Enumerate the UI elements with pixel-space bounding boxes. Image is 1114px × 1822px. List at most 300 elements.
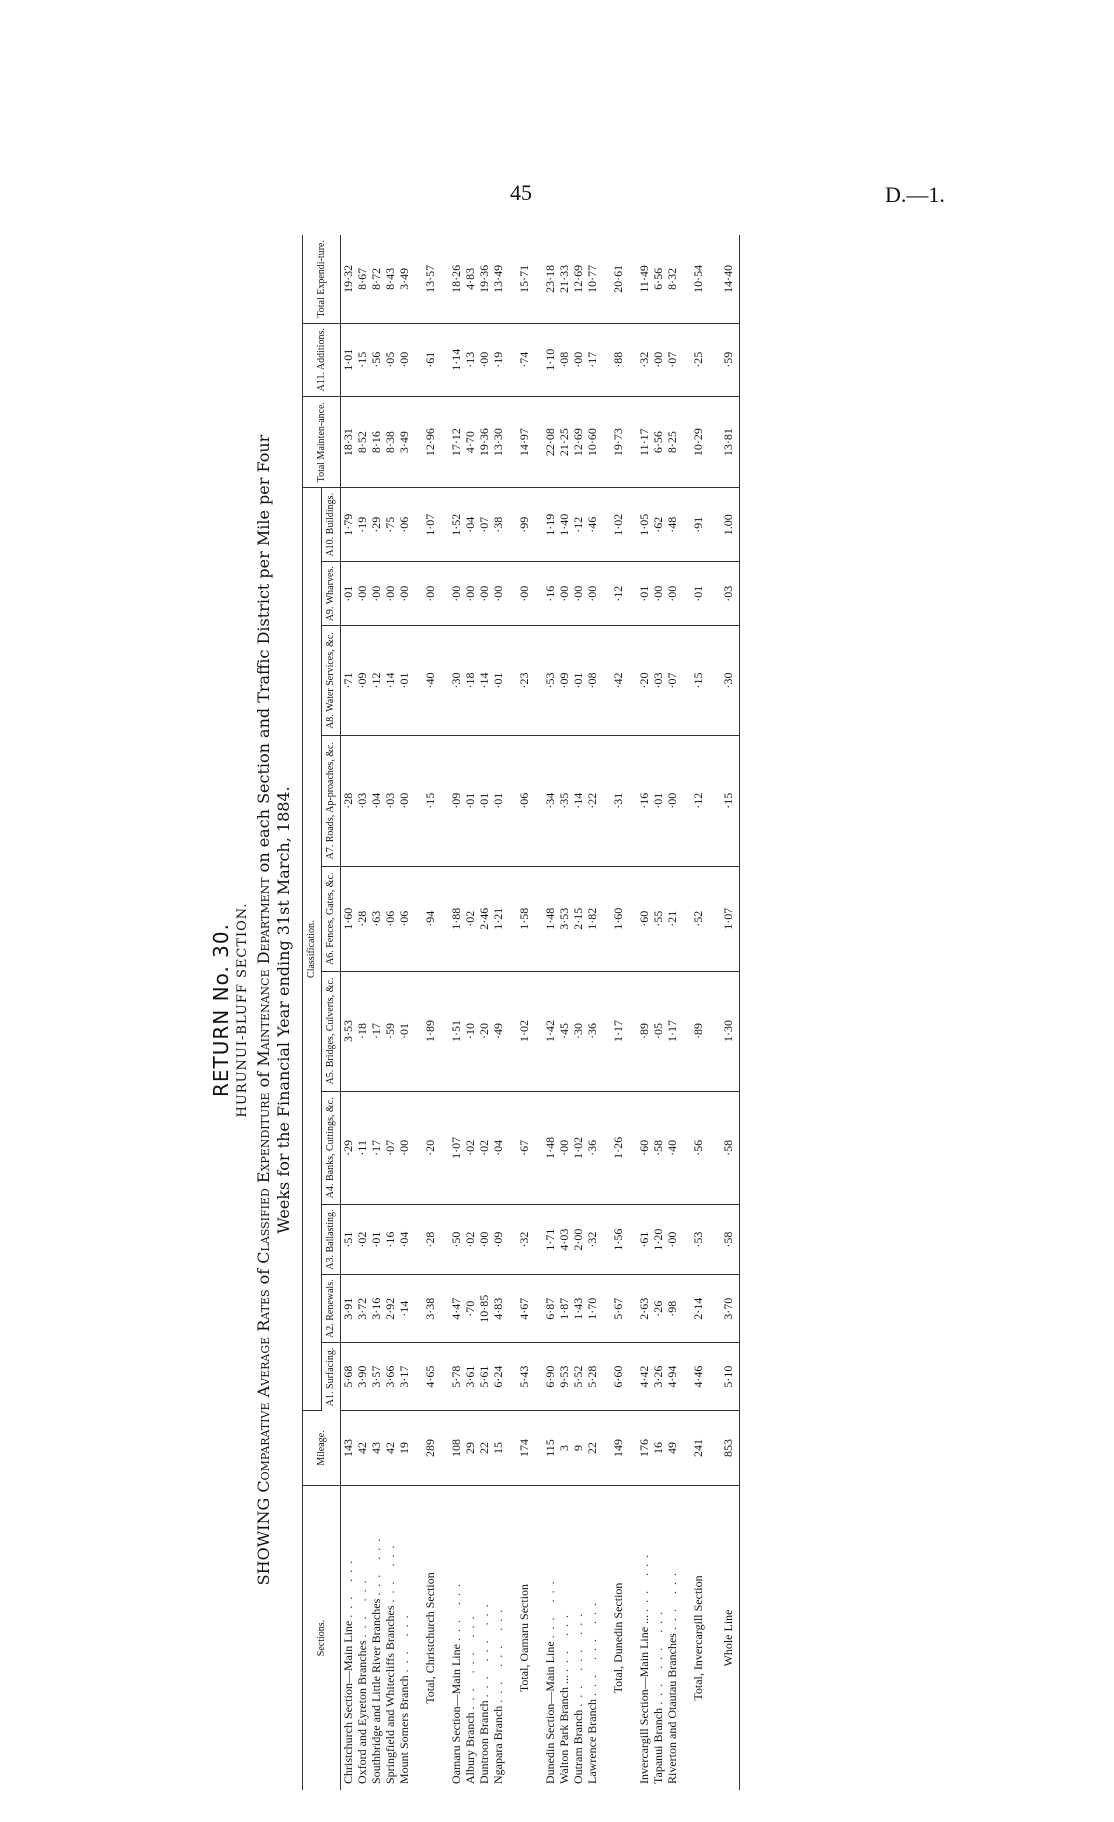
value-cell: ·18 xyxy=(355,971,369,1091)
header-a1: A1. Surfacing. xyxy=(322,1343,341,1411)
value-cell: 1·21 xyxy=(491,866,505,971)
section-label: Oxford and Eyreton Branches xyxy=(355,1640,369,1784)
section-name-cell xyxy=(637,1486,651,1791)
value-cell: 4·83 xyxy=(491,1275,505,1343)
value-cell: 2·14 xyxy=(687,1275,709,1343)
spacer-cell xyxy=(411,866,419,971)
table-row xyxy=(571,235,585,1790)
value-cell: 21·33 xyxy=(557,235,571,323)
value-cell: 8·67 xyxy=(355,235,369,323)
section-name-cell xyxy=(571,1486,585,1791)
value-cell: 1·42 xyxy=(543,971,557,1091)
spacer-row xyxy=(709,235,717,1790)
value-cell: ·02 xyxy=(477,1091,491,1205)
value-cell: ·00 xyxy=(463,562,477,626)
value-cell: ·14 xyxy=(571,735,585,866)
value-cell: ·04 xyxy=(397,1205,411,1275)
value-cell: ·06 xyxy=(397,488,411,562)
value-cell: 1·17 xyxy=(607,971,629,1091)
spacer-cell xyxy=(679,235,687,323)
value-cell: ·02 xyxy=(355,1205,369,1275)
value-cell: ·06 xyxy=(383,866,397,971)
heading xyxy=(209,230,294,1790)
value-cell: ·04 xyxy=(463,488,477,562)
value-cell: 1·60 xyxy=(341,866,356,971)
value-cell: 12·96 xyxy=(419,396,441,488)
table-row xyxy=(449,235,463,1790)
value-cell: ·03 xyxy=(383,735,397,866)
value-cell: 3·91 xyxy=(341,1275,356,1343)
value-cell: 4·70 xyxy=(463,396,477,488)
value-cell: ·01 xyxy=(397,971,411,1091)
spacer-row xyxy=(441,235,449,1790)
value-cell: ·55 xyxy=(651,866,665,971)
value-cell: 1·48 xyxy=(543,866,557,971)
mileage-cell: 43 xyxy=(369,1411,383,1486)
value-cell: ·00 xyxy=(419,562,441,626)
value-cell: 1·82 xyxy=(585,866,599,971)
spacer-cell xyxy=(441,235,449,323)
mileage-cell: 42 xyxy=(383,1411,397,1486)
value-cell: ·26 xyxy=(651,1275,665,1343)
value-cell: ·16 xyxy=(637,735,651,866)
spacer-cell xyxy=(709,488,717,562)
caption-smallcaps-1: Comparative Average Rates xyxy=(254,1289,273,1493)
section-label: Total, Dunedin Section xyxy=(611,1582,625,1694)
spacer-cell xyxy=(535,1343,543,1411)
spacer-cell xyxy=(535,1411,543,1486)
value-cell: 5·67 xyxy=(607,1275,629,1343)
spacer-cell xyxy=(505,235,513,323)
value-cell: ·52 xyxy=(687,866,709,971)
spacer-cell xyxy=(679,1205,687,1275)
leader-dots: ... ... ... xyxy=(571,1607,585,1707)
caption-smallcaps-3: Maintenance Department xyxy=(254,877,273,1067)
header-a4: A4. Banks, Cuttings, &c. xyxy=(322,1091,341,1205)
value-cell: 1·19 xyxy=(543,488,557,562)
table-row xyxy=(651,235,665,1790)
section-label: Lawrence Branch xyxy=(585,1699,599,1784)
spacer-cell xyxy=(629,488,637,562)
leader-dots: ... ... xyxy=(383,1539,397,1603)
mileage-cell: 29 xyxy=(463,1411,477,1486)
value-cell: 1·30 xyxy=(717,971,740,1091)
spacer-cell xyxy=(441,626,449,735)
table-row xyxy=(557,235,571,1790)
section-label: Total, Invercargill Section xyxy=(691,1575,705,1701)
value-cell: 1·01 xyxy=(341,323,356,396)
value-cell: ·53 xyxy=(543,626,557,735)
value-cell: ·01 xyxy=(491,735,505,866)
spacer-cell xyxy=(505,1486,513,1791)
value-cell: 1·10 xyxy=(543,323,557,396)
table-row xyxy=(383,235,397,1790)
mileage-cell: 49 xyxy=(665,1411,679,1486)
value-cell: 3·72 xyxy=(355,1275,369,1343)
value-cell: 19·36 xyxy=(477,396,491,488)
spacer-cell xyxy=(599,971,607,1091)
spacer-cell xyxy=(709,626,717,735)
value-cell: ·00 xyxy=(651,562,665,626)
value-cell: 6·24 xyxy=(491,1343,505,1411)
value-cell: 8·32 xyxy=(665,235,679,323)
value-cell: ·11 xyxy=(355,1091,369,1205)
value-cell: 5·52 xyxy=(571,1343,585,1411)
spacer-cell xyxy=(709,1486,717,1791)
value-cell: 5·78 xyxy=(449,1343,463,1411)
value-cell: ·45 xyxy=(557,971,571,1091)
value-cell: ·15 xyxy=(687,626,709,735)
value-cell: 1·52 xyxy=(449,488,463,562)
value-cell: 19·73 xyxy=(607,396,629,488)
value-cell: ·36 xyxy=(585,1091,599,1205)
value-cell: ·18 xyxy=(463,626,477,735)
value-cell: ·00 xyxy=(355,562,369,626)
value-cell: 12·69 xyxy=(571,235,585,323)
spacer-cell xyxy=(679,488,687,562)
spacer-cell xyxy=(629,323,637,396)
value-cell: 1·56 xyxy=(607,1205,629,1275)
value-cell: 4·94 xyxy=(665,1343,679,1411)
leader-dots: ... ... ... xyxy=(463,1610,477,1710)
leader-dots: ... ... xyxy=(449,1578,463,1642)
value-cell: 13·81 xyxy=(717,396,740,488)
value-cell: ·12 xyxy=(369,626,383,735)
mileage-cell: 149 xyxy=(607,1411,629,1486)
value-cell: 14·40 xyxy=(717,235,740,323)
section-label: Tapanui Branch xyxy=(651,1707,665,1784)
spacer-cell xyxy=(505,735,513,866)
header-a8: A8. Water Services, &c. xyxy=(322,626,341,735)
spacer-cell xyxy=(679,1411,687,1486)
mileage-cell: 174 xyxy=(513,1411,535,1486)
value-cell: ·99 xyxy=(513,488,535,562)
value-cell: 1·05 xyxy=(637,488,651,562)
value-cell: ·14 xyxy=(477,626,491,735)
value-cell: ·70 xyxy=(463,1275,477,1343)
spacer-cell xyxy=(411,323,419,396)
value-cell: ·58 xyxy=(717,1091,740,1205)
page-number: 45 xyxy=(510,180,532,205)
value-cell: 4·83 xyxy=(463,235,477,323)
value-cell: ·00 xyxy=(557,1091,571,1205)
value-cell: 3·90 xyxy=(355,1343,369,1411)
value-cell: 1·51 xyxy=(449,971,463,1091)
value-cell: ·07 xyxy=(477,488,491,562)
value-cell: 5·61 xyxy=(477,1343,491,1411)
header-a11: A11. Additions. xyxy=(303,323,341,396)
value-cell: 2·92 xyxy=(383,1275,397,1343)
value-cell: 4·65 xyxy=(419,1343,441,1411)
value-cell: ·22 xyxy=(585,735,599,866)
section-name-cell xyxy=(463,1486,477,1791)
value-cell: 2·63 xyxy=(637,1275,651,1343)
value-cell: 3·38 xyxy=(419,1275,441,1343)
value-cell: ·29 xyxy=(369,488,383,562)
section-label: Whole Line xyxy=(721,1609,735,1667)
spacer-cell xyxy=(505,562,513,626)
value-cell: ·00 xyxy=(397,562,411,626)
value-cell: ·01 xyxy=(397,626,411,735)
section-label: Southbridge and Little River Branches xyxy=(369,1598,383,1784)
value-cell: ·25 xyxy=(687,323,709,396)
section-name-cell xyxy=(513,1486,535,1791)
value-cell: 8·43 xyxy=(383,235,397,323)
value-cell: ·30 xyxy=(449,626,463,735)
spacer-cell xyxy=(535,488,543,562)
value-cell: 1·07 xyxy=(419,488,441,562)
spacer-cell xyxy=(599,235,607,323)
value-cell: 6·56 xyxy=(651,235,665,323)
spacer-cell xyxy=(679,396,687,488)
value-cell: 1·79 xyxy=(341,488,356,562)
spacer-row xyxy=(411,235,419,1790)
value-cell: ·32 xyxy=(585,1205,599,1275)
caption xyxy=(254,230,294,1790)
section-label: Albury Branch xyxy=(463,1712,477,1784)
value-cell: 1·02 xyxy=(607,488,629,562)
spacer-cell xyxy=(709,971,717,1091)
value-cell: ·13 xyxy=(463,323,477,396)
expenditure-table xyxy=(302,235,740,1790)
section-label: Walton Park Branch ... xyxy=(557,1674,571,1784)
value-cell: ·28 xyxy=(341,735,356,866)
value-cell: ·59 xyxy=(383,971,397,1091)
spacer-cell xyxy=(599,626,607,735)
value-cell: ·16 xyxy=(543,562,557,626)
spacer-cell xyxy=(505,1205,513,1275)
table-row xyxy=(341,235,356,1790)
value-cell: 8·52 xyxy=(355,396,369,488)
caption-of-2: of xyxy=(254,1071,273,1088)
value-cell: ·28 xyxy=(355,866,369,971)
spacer-cell xyxy=(709,235,717,323)
spacer-cell xyxy=(679,735,687,866)
spacer-cell xyxy=(709,1205,717,1275)
caption-smallcaps-2: Classified Expenditure xyxy=(254,1092,273,1264)
value-cell: ·29 xyxy=(341,1091,356,1205)
spacer-cell xyxy=(709,1275,717,1343)
spacer-cell xyxy=(535,1275,543,1343)
value-cell: ·56 xyxy=(687,1091,709,1205)
spacer-cell xyxy=(411,1486,419,1791)
value-cell: ·36 xyxy=(585,971,599,1091)
spacer-cell xyxy=(629,1343,637,1411)
total-row xyxy=(513,235,535,1790)
value-cell: ·40 xyxy=(419,626,441,735)
leader-dots: ... ... xyxy=(637,1548,651,1612)
leader-dots: ... ... xyxy=(665,1567,679,1631)
value-cell: ·12 xyxy=(687,735,709,866)
section-name-cell xyxy=(651,1486,665,1791)
table-row xyxy=(491,235,505,1790)
spacer-cell xyxy=(441,1486,449,1791)
value-cell: 8·38 xyxy=(383,396,397,488)
value-cell: ·07 xyxy=(383,1091,397,1205)
spacer-cell xyxy=(411,1205,419,1275)
value-cell: ·09 xyxy=(449,735,463,866)
value-cell: 3·70 xyxy=(717,1275,740,1343)
section-label: Invercargill Section—Main Line ... xyxy=(637,1614,651,1784)
caption-prefix: SHOWING xyxy=(254,1497,273,1586)
value-cell: ·19 xyxy=(491,323,505,396)
value-cell: ·01 xyxy=(637,562,651,626)
spacer-cell xyxy=(629,1275,637,1343)
spacer-cell xyxy=(505,626,513,735)
value-cell: ·60 xyxy=(637,866,651,971)
table-row xyxy=(585,235,599,1790)
value-cell: ·01 xyxy=(341,562,356,626)
value-cell: ·02 xyxy=(463,1205,477,1275)
section-name-cell xyxy=(419,1486,441,1791)
value-cell: ·00 xyxy=(651,323,665,396)
spacer-cell xyxy=(535,235,543,323)
section-name-cell xyxy=(491,1486,505,1791)
section-name-cell xyxy=(585,1486,599,1791)
value-cell: 3·16 xyxy=(369,1275,383,1343)
section-label: Duntroon Branch xyxy=(477,1700,491,1784)
section-name-cell xyxy=(607,1486,629,1791)
value-cell: 2·00 xyxy=(571,1205,585,1275)
mileage-cell: 108 xyxy=(449,1411,463,1486)
spacer-row xyxy=(505,235,513,1790)
spacer-cell xyxy=(629,735,637,866)
value-cell: 1·26 xyxy=(607,1091,629,1205)
table-row xyxy=(369,235,383,1790)
value-cell: ·00 xyxy=(571,323,585,396)
value-cell: ·06 xyxy=(397,866,411,971)
whole-line-row xyxy=(717,235,740,1790)
value-cell: 1·71 xyxy=(543,1205,557,1275)
value-cell: ·30 xyxy=(571,971,585,1091)
value-cell: 2·46 xyxy=(477,866,491,971)
section-name-cell xyxy=(341,1486,356,1791)
mileage-cell: 16 xyxy=(651,1411,665,1486)
spacer-cell xyxy=(599,1091,607,1205)
value-cell: ·35 xyxy=(557,735,571,866)
spacer-cell xyxy=(679,1275,687,1343)
value-cell: ·01 xyxy=(491,626,505,735)
section-name-cell xyxy=(687,1486,709,1791)
value-cell: ·00 xyxy=(557,562,571,626)
spacer-cell xyxy=(599,735,607,866)
value-cell: 3·66 xyxy=(383,1343,397,1411)
spacer-cell xyxy=(629,1411,637,1486)
section-label: Christchurch Section—Main Line xyxy=(341,1620,355,1784)
spacer-cell xyxy=(709,1343,717,1411)
value-cell: ·49 xyxy=(491,971,505,1091)
value-cell: ·07 xyxy=(665,626,679,735)
spacer-row xyxy=(679,235,687,1790)
value-cell: 1·70 xyxy=(585,1275,599,1343)
value-cell: 5·28 xyxy=(585,1343,599,1411)
spacer-cell xyxy=(441,1091,449,1205)
value-cell: ·67 xyxy=(513,1091,535,1205)
spacer-cell xyxy=(709,735,717,866)
leader-dots: ... ... ... xyxy=(477,1598,491,1698)
value-cell: ·12 xyxy=(571,488,585,562)
spacer-cell xyxy=(599,323,607,396)
value-cell: ·00 xyxy=(513,562,535,626)
spacer-cell xyxy=(629,396,637,488)
spacer-cell xyxy=(679,1486,687,1791)
value-cell: 20·61 xyxy=(607,235,629,323)
value-cell: 1·02 xyxy=(513,971,535,1091)
spacer-cell xyxy=(679,866,687,971)
value-cell: ·38 xyxy=(491,488,505,562)
section-name-cell xyxy=(383,1486,397,1791)
return-title: RETURN No. 30. xyxy=(209,923,233,1097)
value-cell: 3·53 xyxy=(557,866,571,971)
spacer-cell xyxy=(441,1205,449,1275)
spacer-cell xyxy=(679,626,687,735)
spacer-cell xyxy=(535,971,543,1091)
value-cell: ·00 xyxy=(397,1091,411,1205)
value-cell: ·51 xyxy=(341,1205,356,1275)
value-cell: ·75 xyxy=(383,488,397,562)
header-total-maintenance: Total Mainten-ance. xyxy=(303,396,341,488)
spacer-cell xyxy=(535,735,543,866)
value-cell: ·00 xyxy=(477,562,491,626)
value-cell: 12·69 xyxy=(571,396,585,488)
value-cell: 4·42 xyxy=(637,1343,651,1411)
spacer-cell xyxy=(441,735,449,866)
section-label: Total, Christchurch Section xyxy=(423,1572,437,1704)
spacer-cell xyxy=(629,626,637,735)
value-cell: ·00 xyxy=(397,323,411,396)
value-cell: ·14 xyxy=(383,626,397,735)
value-cell: ·01 xyxy=(651,735,665,866)
section-name-cell xyxy=(717,1486,740,1791)
value-cell: ·05 xyxy=(383,323,397,396)
value-cell: ·00 xyxy=(491,562,505,626)
spacer-cell xyxy=(709,562,717,626)
value-cell: ·62 xyxy=(651,488,665,562)
total-row xyxy=(687,235,709,1790)
value-cell: 19·36 xyxy=(477,235,491,323)
spacer-row xyxy=(535,235,543,1790)
value-cell: 3·49 xyxy=(397,235,411,323)
mileage-cell: 176 xyxy=(637,1411,651,1486)
header-sections: Sections. xyxy=(303,1486,341,1791)
value-cell: 10·85 xyxy=(477,1275,491,1343)
value-cell: ·34 xyxy=(543,735,557,866)
section-label: Oamaru Section—Main Line xyxy=(449,1644,463,1784)
value-cell: 11·17 xyxy=(637,396,651,488)
spacer-cell xyxy=(535,1205,543,1275)
mileage-cell: 143 xyxy=(341,1411,356,1486)
value-cell: ·91 xyxy=(687,488,709,562)
header-a10: A10. Buildings. xyxy=(322,488,341,562)
spacer-cell xyxy=(599,1411,607,1486)
value-cell: ·50 xyxy=(449,1205,463,1275)
spacer-cell xyxy=(599,1205,607,1275)
value-cell: ·32 xyxy=(637,323,651,396)
spacer-cell xyxy=(535,1486,543,1791)
section-label: Total, Oamaru Section xyxy=(517,1583,531,1693)
spacer-cell xyxy=(629,235,637,323)
section-label: Mount Somers Branch xyxy=(397,1675,411,1784)
value-cell: 4·47 xyxy=(449,1275,463,1343)
spacer-cell xyxy=(535,866,543,971)
mileage-cell: 115 xyxy=(543,1411,557,1486)
table-row xyxy=(637,235,651,1790)
spacer-cell xyxy=(629,971,637,1091)
value-cell: ·00 xyxy=(585,562,599,626)
value-cell: ·01 xyxy=(571,626,585,735)
value-cell: 5·68 xyxy=(341,1343,356,1411)
spacer-cell xyxy=(599,866,607,971)
